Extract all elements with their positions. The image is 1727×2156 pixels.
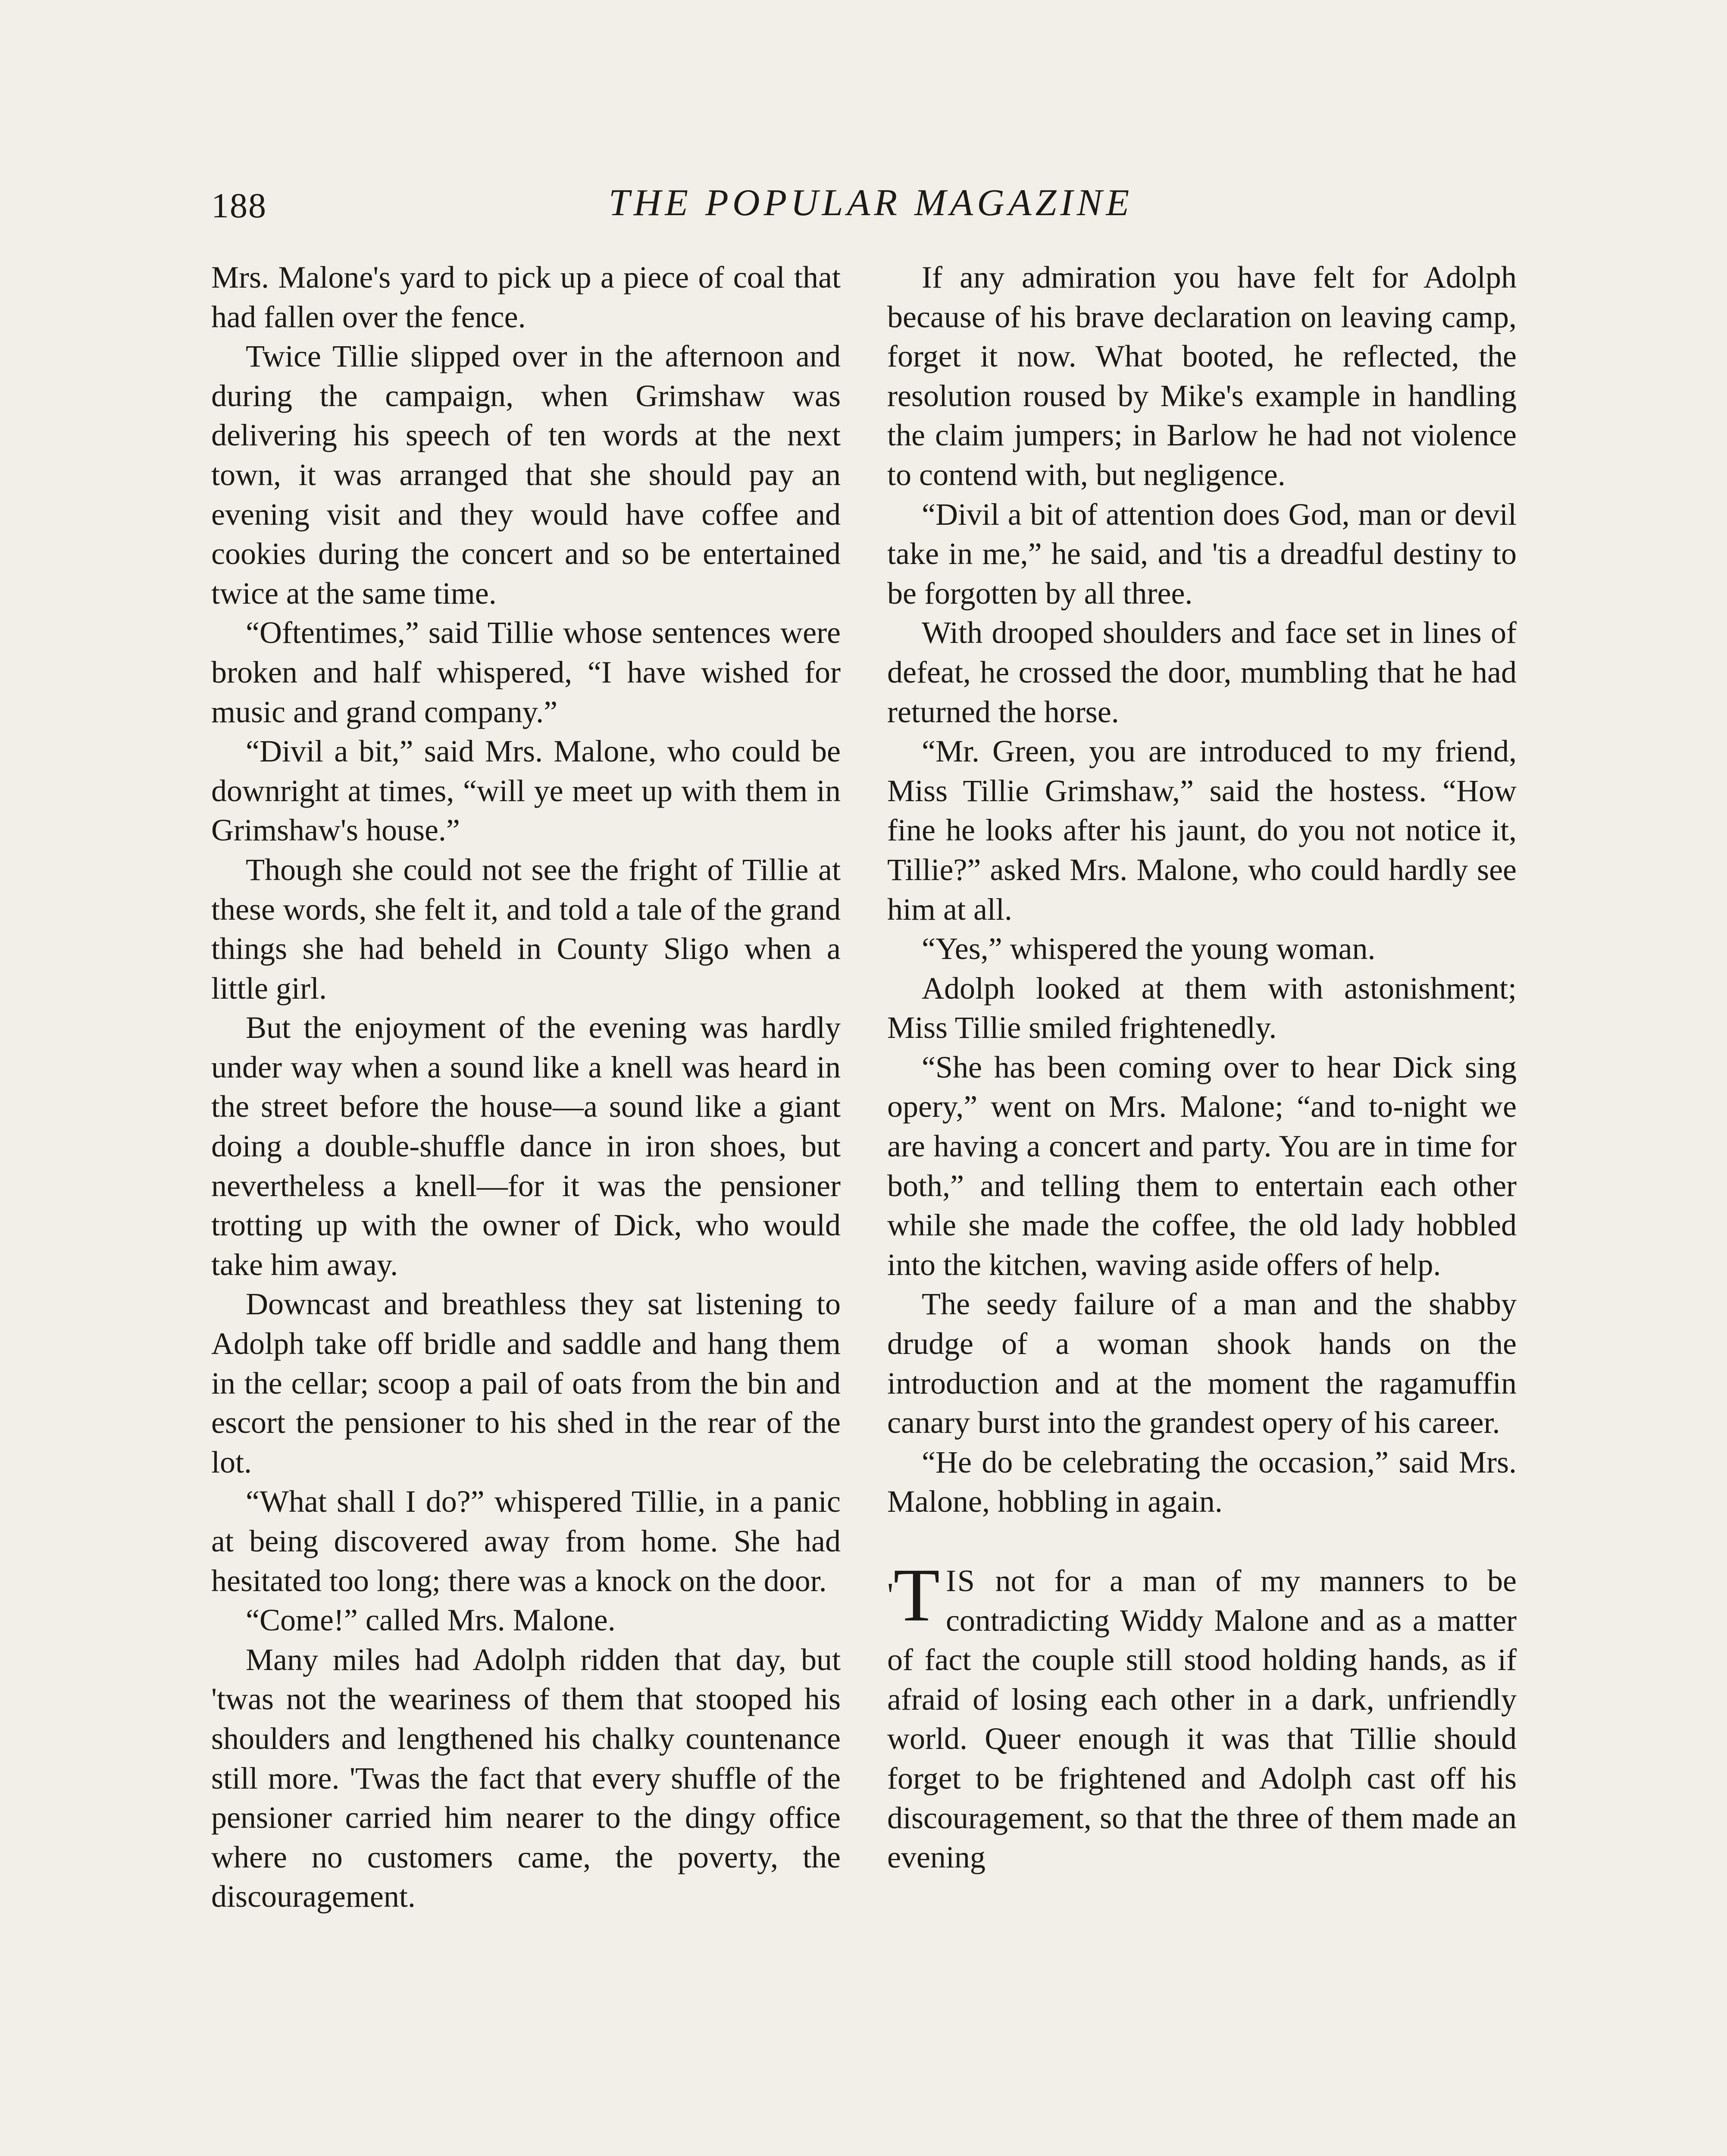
paragraph: Though she could not see the fright of Tillie at these words, she felt it, and told a tale of the grand things she had beheld in County Sligo when a little girl. (211, 852, 841, 1006)
paragraph: But the enjoyment of the evening was hardly under way when a sound like a knell was heard in the street before the house—a sound like a giant doing a double-shuffle dance in iron shoes, but nevertheless a knell—for it was the pensioner trotting up with the owner of Dick, who would take him away. (211, 1010, 841, 1282)
section-break (887, 1522, 1517, 1561)
section-opening-paragraph (887, 1553, 1517, 1877)
paragraph: Mrs. Malone's yard to pick up a piece of coal that had fallen over the fence. (211, 260, 841, 334)
paragraph: “Oftentimes,” said Tillie whose sentences were broken and half whispered, “I have wished for music and grand company.” (211, 615, 841, 729)
paragraph: Downcast and breathless they sat listening to Adolph take off bridle and saddle and hang them in the cellar; scoop a pail of oats from the bin and escort the pensioner to his shed in the rear of the lot. (211, 1287, 841, 1479)
paragraph: “Mr. Green, you are introduced to my friend, Miss Tillie Grimshaw,” said the hostess. “How fine he looks after his jaunt, do you not notice it, Tillie?” asked Mrs. Malone, who could hardly see him at all. (887, 734, 1517, 927)
paragraph: “Divil a bit of attention does God, man or devil take in me,” he said, and 'tis a dreadful destiny to be forgotten by all three. (887, 497, 1517, 611)
running-title: THE POPULAR MAGAZINE (608, 182, 1133, 224)
page-header (211, 181, 1530, 246)
paragraph: With drooped shoulders and face set in lines of defeat, he crossed the door, mumbling that he had returned the horse. (887, 615, 1517, 729)
paragraph: “Yes,” whispered the young woman. (922, 931, 1376, 966)
drop-cap-apostrophe: ' (887, 1576, 894, 1614)
paragraph: “She has been coming over to hear Dick sing opery,” went on Mrs. Malone; “and to-night we are having a concert and party. You are in time for both,” and telling them to entertain each other while she made the coffee, the old lady hobbled into the kitchen, waving aside offers of help. (887, 1050, 1517, 1282)
paragraph: “Come!” called Mrs. Malone. (246, 1603, 616, 1638)
paragraph: “Divil a bit,” said Mrs. Malone, who could be downright at times, “will ye meet up with them in Grimshaw's house.” (211, 734, 841, 848)
drop-cap-letter: T (893, 1553, 940, 1637)
paragraph: “What shall I do?” whispered Tillie, in a panic at being discovered away from home. She had hesitated too long; there was a knock on the door. (211, 1484, 841, 1598)
drop-cap (887, 1553, 940, 1637)
paragraph: The seedy failure of a man and the shabby drudge of a woman shook hands on the introduction and at the moment the ragamuffin canary burst into the grandest opery of his career. (887, 1287, 1517, 1440)
left-column (211, 258, 841, 1917)
section-text: not for a man of my manners to be contradicting Widdy Malone and as a matter of fact the couple still stood holding hands, as if afraid of losing each other in a dark, unfriendly world. Queer enough it was that Tillie should forget to be frightened and Adolph cast off his discouragement, so that the three of them made an evening (887, 1564, 1517, 1875)
paragraph: Many miles had Adolph ridden that day, but 'twas not the weariness of them that stooped his shoulders and lengthened his chalky countenance still more. 'Twas the fact that every shuffle of the pensioner carried him nearer to the dingy office where no customers came, the poverty, the discouragement. (211, 1642, 841, 1914)
paragraph: Adolph looked at them with astonishment; Miss Tillie smiled frightenedly. (887, 971, 1517, 1045)
paragraph: “He do be celebrating the occasion,” said Mrs. Malone, hobbling in again. (887, 1445, 1517, 1519)
lead-small-caps: IS (945, 1564, 976, 1598)
paragraph: Twice Tillie slipped over in the afternoon and during the campaign, when Grimshaw was delivering his speech of ten words at the next town, it was arranged that she should pay an evening visit and they would have coffee and cookies during the concert and so be entertained twice at the same time. (211, 339, 841, 611)
page-number: 188 (211, 186, 267, 225)
right-column (887, 258, 1517, 1877)
paragraph: If any admiration you have felt for Adolph because of his brave declaration on leaving camp, forget it now. What booted, he reflected, the resolution roused by Mike's example in handling the claim jumpers; in Barlow he had not violence to contend with, but negligence. (887, 260, 1517, 492)
